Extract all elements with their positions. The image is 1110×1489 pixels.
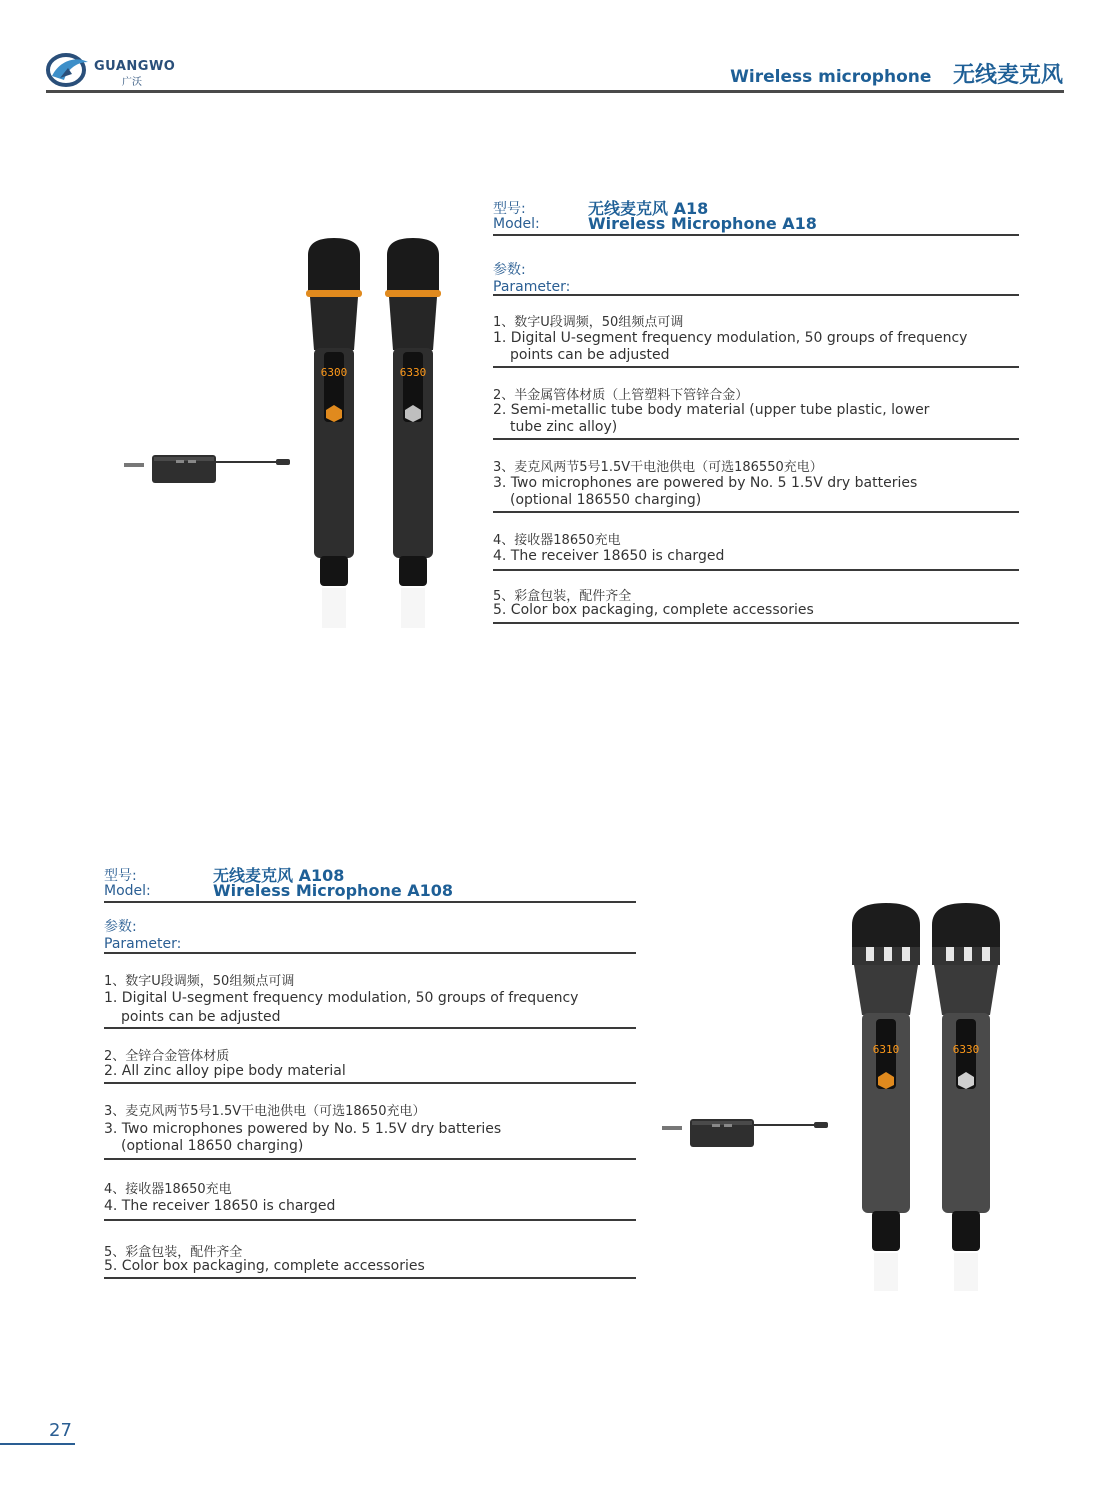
brand-name-en: GUANGWO <box>94 59 176 74</box>
microphone-icon <box>306 238 362 628</box>
model-name-cn: 无线麦克风 A108 <box>213 866 345 885</box>
parameter-row <box>104 903 636 954</box>
receiver-icon <box>124 455 290 483</box>
microphone-icon <box>385 238 441 628</box>
model-label-en: Model: <box>104 883 151 899</box>
spec-item-en-line1: 3. Two microphones are powered by No. 5 1.5V dry batteries <box>493 475 918 491</box>
microphone-icon <box>852 903 920 1291</box>
spec-item-en: 5. Color box packaging, complete accessories <box>104 1258 425 1274</box>
spec-item-en-line2: tube zinc alloy) <box>510 419 618 435</box>
spec-item-en-line2: points can be adjusted <box>510 347 670 363</box>
spec-item-en: 4. The receiver 18650 is charged <box>104 1198 336 1214</box>
header-divider <box>46 90 1064 93</box>
spec-item <box>104 1160 636 1221</box>
spec-item-cn: 2、半金属管体材质（上管塑料下管锌合金） <box>493 388 749 403</box>
spec-item <box>104 1221 636 1279</box>
spec-item-cn: 1、数字U段调频，50组频点可调 <box>104 974 295 989</box>
spec-item-en <box>104 989 578 1027</box>
spec-item-en-line2: (optional 186550 charging) <box>510 492 702 508</box>
mic-display-left: 6310 <box>872 1043 900 1056</box>
parameter-row <box>493 236 1019 296</box>
spec-item-cn: 5、彩盒包装，配件齐全 <box>493 589 632 604</box>
spec-item-en: 5. Color box packaging, complete accessories <box>493 602 814 618</box>
model-row <box>493 196 1019 236</box>
model-name-cn: 无线麦克风 A18 <box>588 199 709 218</box>
spec-item-en-line1: 3. Two microphones powered by No. 5 1.5V dry batteries <box>104 1121 502 1137</box>
spec-item-en <box>104 1121 501 1155</box>
spec-item-en-line1: 1. Digital U-segment frequency modulation, 50 groups of frequency <box>104 990 579 1006</box>
spec-item <box>493 513 1019 571</box>
mic-display-left: 6300 <box>320 366 348 379</box>
spec-item-en <box>493 475 917 509</box>
spec-item <box>104 1029 636 1084</box>
spec-item-en-line2: points can be adjusted <box>121 1009 281 1025</box>
model-label-en: Model: <box>493 216 540 232</box>
spec-item-cn: 3、麦克风两节5号1.5V干电池供电（可选186550充电） <box>493 460 823 475</box>
spec-item <box>493 571 1019 624</box>
mic-display-right: 6330 <box>399 366 427 379</box>
footer-divider <box>0 1443 75 1445</box>
spec-item-en <box>493 402 929 436</box>
page-title <box>730 58 1063 89</box>
model-label-cn: 型号: <box>493 201 526 217</box>
spec-item-cn: 2、全锌合金管体材质 <box>104 1049 230 1064</box>
spec-item-cn: 4、接收器18650充电 <box>493 533 621 548</box>
spec-item-en-line1: 2. Semi-metallic tube body material (upper tube plastic, lower <box>493 402 930 418</box>
spec-item-en-line1: 1. Digital U-segment frequency modulation, 50 groups of frequency <box>493 330 968 346</box>
spec-item-cn: 1、数字U段调频，50组频点可调 <box>493 315 684 330</box>
spec-item-en: 2. All zinc alloy pipe body material <box>104 1063 346 1079</box>
spec-item <box>104 954 636 1029</box>
page-number: 27 <box>49 1420 72 1441</box>
product-spec-a18 <box>493 196 1019 624</box>
model-label-cn: 型号: <box>104 868 137 884</box>
spec-item-en-line2: (optional 18650 charging) <box>121 1138 304 1154</box>
a18-product-image <box>104 230 484 630</box>
spec-item-en <box>493 330 967 364</box>
spec-item-cn: 5、彩盒包装，配件齐全 <box>104 1245 243 1260</box>
model-name-en: Wireless Microphone A18 <box>588 214 817 233</box>
model-name-en: Wireless Microphone A108 <box>213 881 454 900</box>
receiver-icon <box>662 1119 828 1147</box>
parameter-label-cn: 参数: <box>104 919 137 935</box>
page-title-en: Wireless microphone <box>730 67 932 87</box>
mic-display-right: 6330 <box>952 1043 980 1056</box>
model-row <box>104 863 636 903</box>
spec-item <box>493 296 1019 368</box>
brand-logo <box>46 48 196 92</box>
spec-item <box>493 440 1019 513</box>
brand-name-cn: 广沃 <box>122 77 142 88</box>
parameter-label-cn: 参数: <box>493 262 526 278</box>
spec-item-cn: 4、接收器18650充电 <box>104 1182 232 1197</box>
product-spec-a108 <box>104 863 636 1279</box>
parameter-label-en: Parameter: <box>104 936 182 952</box>
microphone-icon <box>932 903 1000 1291</box>
guangwo-logo-icon <box>46 48 90 92</box>
spec-item-en: 4. The receiver 18650 is charged <box>493 548 725 564</box>
spec-item-cn: 3、麦克风两节5号1.5V干电池供电（可选18650充电） <box>104 1104 426 1119</box>
parameter-label-en: Parameter: <box>493 279 571 295</box>
a108-product-image <box>646 895 1016 1295</box>
page-title-cn: 无线麦克风 <box>952 63 1063 88</box>
spec-item <box>493 368 1019 440</box>
spec-item <box>104 1084 636 1160</box>
